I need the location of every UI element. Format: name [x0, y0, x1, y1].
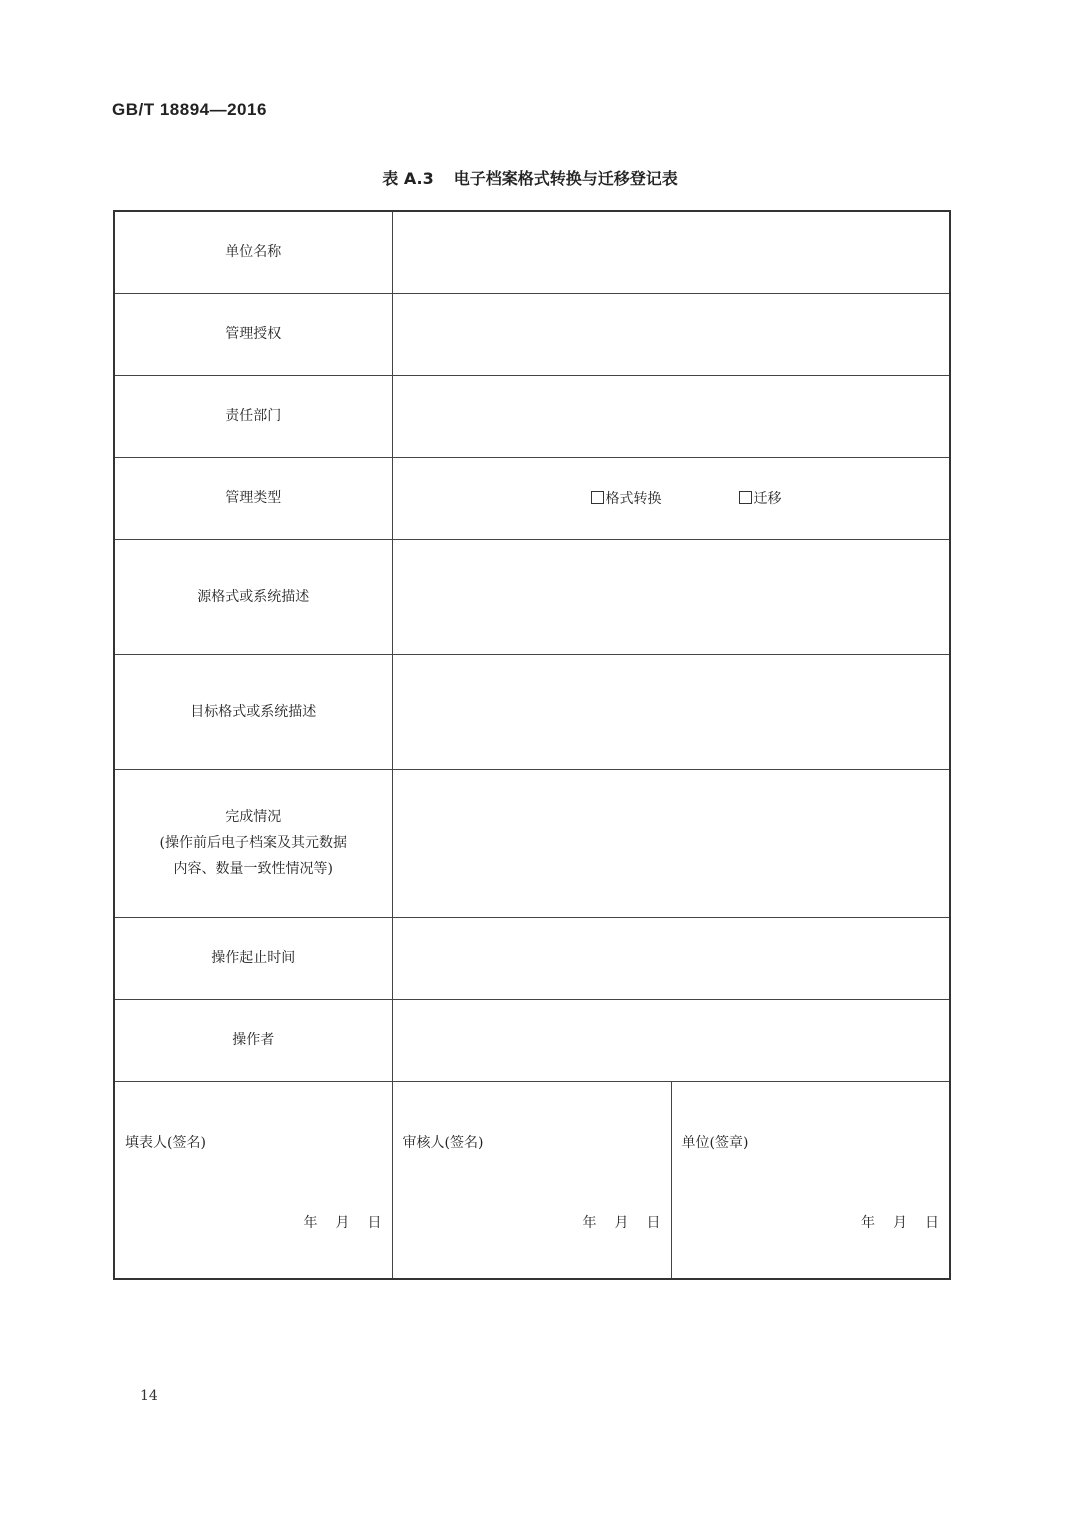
completion-status-line-3: 内容、数量一致性情况等)	[173, 861, 333, 877]
completion-status-label	[114, 769, 392, 917]
target-format-label: 目标格式或系统描述	[114, 654, 392, 769]
day-label: 日	[367, 1214, 382, 1231]
reviewer-date	[565, 1212, 661, 1232]
unit-seal-label: 单位(签章)	[681, 1134, 749, 1151]
filler-date	[286, 1212, 382, 1232]
reviewer-signature-cell[interactable]	[392, 1081, 671, 1279]
table-row	[114, 654, 950, 769]
month-label: 月	[893, 1214, 907, 1231]
format-conversion-label: 格式转换	[605, 491, 662, 507]
table-caption	[0, 166, 1060, 189]
signature-row	[114, 1081, 950, 1279]
migration-checkbox[interactable]	[739, 491, 752, 504]
management-authorization-field[interactable]	[392, 293, 950, 375]
table-row	[114, 769, 950, 917]
reviewer-signature-label: 审核人(签名)	[402, 1134, 484, 1151]
target-format-field[interactable]	[392, 654, 950, 769]
source-format-field[interactable]	[392, 539, 950, 654]
unit-seal-cell[interactable]	[671, 1081, 950, 1279]
month-label: 月	[335, 1214, 350, 1231]
unit-date	[843, 1212, 939, 1232]
completion-status-field[interactable]	[392, 769, 950, 917]
table-row	[114, 999, 950, 1081]
operator-field[interactable]	[392, 999, 950, 1081]
day-label: 日	[646, 1214, 661, 1231]
responsible-department-label: 责任部门	[114, 375, 392, 457]
operation-period-label: 操作起止时间	[114, 917, 392, 999]
table-row	[114, 539, 950, 654]
completion-status-line-2: (操作前后电子档案及其元数据	[159, 835, 347, 851]
management-type-label: 管理类型	[114, 457, 392, 539]
table-title: 电子档案格式转换与迁移登记表	[453, 169, 678, 188]
year-label: 年	[303, 1214, 318, 1231]
standard-code: GB/T 18894—2016	[112, 100, 267, 119]
table-row	[114, 375, 950, 457]
unit-name-label: 单位名称	[114, 211, 392, 293]
migration-label: 迁移	[753, 491, 782, 507]
table-row	[114, 211, 950, 293]
operation-period-field[interactable]	[392, 917, 950, 999]
table-number: 表 A.3	[382, 169, 434, 188]
management-authorization-label: 管理授权	[114, 293, 392, 375]
responsible-department-field[interactable]	[392, 375, 950, 457]
year-label: 年	[582, 1214, 597, 1231]
filler-signature-cell[interactable]	[114, 1081, 392, 1279]
table-row	[114, 917, 950, 999]
management-type-field	[392, 457, 950, 539]
registration-form-table	[113, 210, 951, 1280]
unit-name-field[interactable]	[392, 211, 950, 293]
day-label: 日	[925, 1214, 939, 1231]
table-row	[114, 457, 950, 539]
filler-signature-label: 填表人(签名)	[125, 1134, 206, 1151]
year-label: 年	[861, 1214, 875, 1231]
completion-status-line-1: 完成情况	[225, 809, 282, 825]
page-number: 14	[140, 1388, 158, 1404]
source-format-label: 源格式或系统描述	[114, 539, 392, 654]
format-conversion-option[interactable]	[591, 488, 662, 508]
month-label: 月	[614, 1214, 629, 1231]
migration-option[interactable]	[739, 488, 782, 508]
format-conversion-checkbox[interactable]	[591, 491, 604, 504]
table-row	[114, 293, 950, 375]
operator-label: 操作者	[114, 999, 392, 1081]
